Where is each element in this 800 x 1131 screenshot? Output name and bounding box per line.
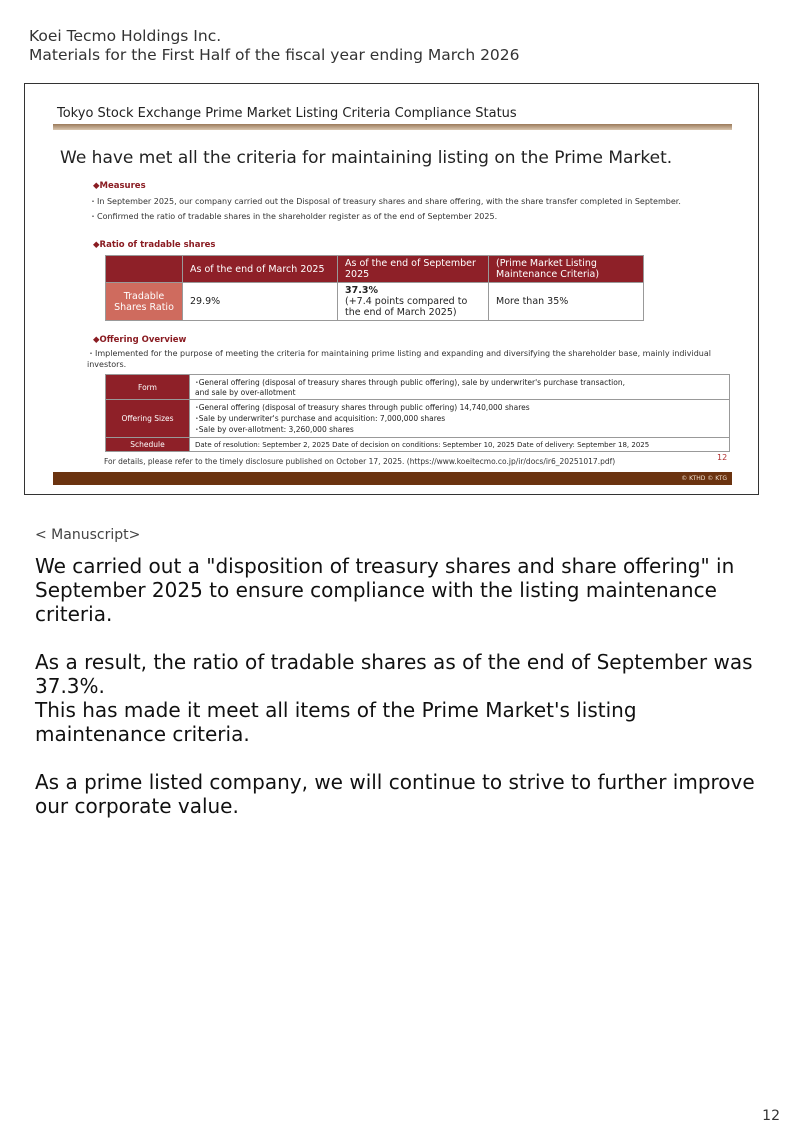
- offering-heading: ◆Offering Overview: [93, 335, 187, 345]
- slide-page-number: 12: [717, 453, 728, 462]
- manuscript-label: < Manuscript>: [35, 527, 141, 543]
- cell-line: Date of resolution: September 2, 2025 Date of decision on conditions: September 10, 2025 Date of delivery: September 18, 2025: [195, 440, 650, 449]
- manuscript-paragraph: This has made it meet all items of the Prime Market's listing maintenance criteria.: [35, 698, 637, 746]
- slide-title: Tokyo Stock Exchange Prime Market Listing Criteria Compliance Status: [57, 106, 517, 121]
- measures-bullet: ・Confirmed the ratio of tradable shares in the shareholder register as of the end of September 2025.: [89, 212, 498, 221]
- cell-line: ･Sale by underwriter's purchase and acquisition: 7,000,000 shares: [195, 414, 446, 423]
- september-cell: [338, 283, 489, 321]
- measures-bullet: ・In September 2025, our company carried out the Disposal of treasury shares and share offering, with the share transfer completed in September.: [89, 197, 681, 206]
- march-value: 29.9%: [183, 283, 338, 321]
- table-cell: [190, 438, 730, 452]
- table-row: [106, 283, 644, 321]
- table-header-row: [106, 256, 644, 283]
- table-row: [106, 400, 730, 438]
- cell-line: ･Sale by over-allotment: 3,260,000 shares: [195, 425, 354, 434]
- cell-line: ･General offering (disposal of treasury shares through public offering) 14,740,000 shares: [195, 403, 530, 412]
- page-number: 12: [762, 1108, 780, 1124]
- table-row: [106, 375, 730, 400]
- criteria-value: More than 35%: [489, 283, 644, 321]
- table-corner-cell: [106, 256, 183, 283]
- slide-frame: [24, 83, 759, 495]
- title-underline: [53, 124, 732, 130]
- manuscript-paragraph: As a result, the ratio of tradable shares as of the end of September was 37.3%.: [35, 650, 753, 698]
- row-label: Offering Sizes: [106, 400, 190, 438]
- row-label: Tradable Shares Ratio: [106, 283, 183, 321]
- company-name: Koei Tecmo Holdings Inc.: [29, 27, 222, 45]
- manuscript-body: [35, 554, 765, 818]
- manuscript-paragraph: As a prime listed company, we will continue to strive to further improve our corporate value.: [35, 770, 755, 818]
- document-header: [29, 27, 520, 65]
- copyright-text: © KTHD © KTG: [681, 475, 727, 482]
- measures-heading: ◆Measures: [93, 181, 146, 191]
- slide-footer-bar: [53, 472, 732, 485]
- september-note: (+7.4 points compared to the end of March 2025): [345, 296, 468, 318]
- ratio-heading: ◆Ratio of tradable shares: [93, 240, 216, 250]
- details-note: For details, please refer to the timely disclosure published on October 17, 2025. (https://www.koeitecmo.co.jp/ir/docs/ir6_20251017.pdf): [104, 457, 616, 466]
- column-header: As of the end of March 2025: [183, 256, 338, 283]
- row-label: Form: [106, 375, 190, 400]
- slide-headline: We have met all the criteria for maintaining listing on the Prime Market.: [60, 148, 673, 168]
- table-cell: [190, 400, 730, 438]
- column-header: (Prime Market Listing Maintenance Criteria): [489, 256, 644, 283]
- table-cell: [190, 375, 730, 400]
- manuscript-paragraph: We carried out a "disposition of treasury shares and share offering" in September 2025 to ensure compliance with the listing maintenance criteria.: [35, 554, 735, 626]
- row-label: Schedule: [106, 438, 190, 452]
- ratio-table: [105, 255, 644, 321]
- cell-line: ･General offering (disposal of treasury shares through public offering), sale by underwriter's purchase transaction,: [195, 378, 625, 387]
- offering-note: ・Implemented for the purpose of meeting the criteria for maintaining prime listing and expanding and diversifying the shareholder base, mainly individual investors.: [87, 349, 711, 369]
- september-value: 37.3%: [345, 285, 378, 296]
- cell-line: and sale by over-allotment: [195, 388, 296, 397]
- document-subtitle: Materials for the First Half of the fiscal year ending March 2026: [29, 46, 520, 64]
- table-row: [106, 438, 730, 452]
- column-header: As of the end of September 2025: [338, 256, 489, 283]
- offering-table: [105, 374, 730, 452]
